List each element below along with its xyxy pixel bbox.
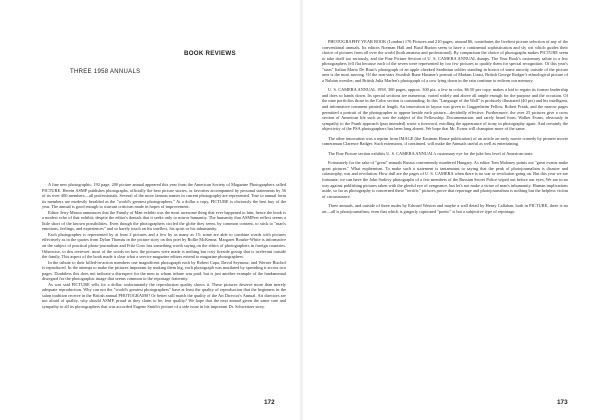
article-title: THREE 1958 ANNUALS [70, 69, 141, 75]
paragraph: The Fine Picture section exhibits U. S. CAMERA ANNUAL's customary eye for the juke box level of American taste. [328, 150, 534, 156]
paragraph: Each photographer is represented by at least 2 pictures and a few by as many as 15; some are able to combine words with pictures effectively as in the quotes from Dylan Thomas in the picture story on this poet by Rollie McKenna. Margaret Bourke-White is informative on the subject of practical photo-journalism and Fritz Goro has something worth saying on the ethics of photographers in foreign countries. Otherwise, to this reviewer, most of the words on how the pictures were made is nothing but cosy fireside gossip that is irrelevant outside the family. This aspect of the book made it clear what a service magazine editors extend to magazine photographers. [42, 231, 286, 260]
paragraph: Editor Jerry Mason announces that the Family of Man exhibit was the most awesome thing that ever happened to him, hence the book is a modest echo of that exhibit; despite the editor's denials that it seeks only to mirror humanity. The humanity that ASMPers reflect seems a little short of the known possibilities. Even though the photographers circled the globe they seem, by common consent, to stick to "man's emotions, feelings, and experiences" and so barely touch on his intellect, his spirit or his inhumanity. [42, 209, 286, 232]
left-page [0, 0, 300, 420]
paragraph: A fine new photographic, 192 page, 200 picture annual appeared this year from the American Society of Magazine Photographers called PICTURE. Herein ASMP publishes photographs, officially the best picture stories, or favorites accompanied by personal statements by 56 of its over 400 members—all professionals. Several of the more famous names in current photography are represented. True to annual form its members are modestly heralded as the "world's greatest photographers." At a dollar a copy, PICTURE is obviously the best buy of the year. The annual is good enough to warrant criticism made in hopes of improvement. [42, 182, 286, 210]
paragraph: The other innovation was a reprint from IMAGE (the Eastman House publication) of an article on early movie comedy by pioneer movie cameraman Clarence Badger. Such extensions, if continued, will make the Annuals useful as well as entertaining. [322, 135, 568, 147]
paragraph: Fortunately for the sake of "great" annuals Russia conveniently murdered Hungary. As editor Tom Maloney points out "great events make great pictures." What euphemism. To make such a statement is tantamount to saying that the peak of photojournalism is disaster and catastrophy, war and revolution. How dull are the pages of U. S. CAMERA when there is no war or revolution going on. But this year we are fortunate, we can have the John Sadovy photographs of a few members of the Russian Secret Police wiped out before our eyes. We are in no way against publishing pictures taken with the gleeful eye of vengeance, but let's not make a virtue of man's inhumanity. Human implications aside, so far as photography is concerned these "terrific" pictures prove that reportage and photojournalism is nothing but the helpless victim of circumstance. [322, 160, 568, 199]
paragraph: PHOTOGRAPHY YEAR BOOK (London) 176 Pictures and 210 pages, around $6, contributes the liveliest picture selection of any of the conventional annuals. Its editors Norman Hall and Basil Burton seem to have a continental sophistication and sly wit which guides their choice of pictures from all over the world (both amateur and professional). By comparison the choice of photographs makes PICTURE seem to take itself too seriously, and the Fine Picture Section of U. S. CAMERA ANNUAL dumpy. The Year Book's customary salute to a few photographers fell flat because each of the seven were represented by too few pictures to qualify them for special recognition. Of this year's "stars" Italian Mario De Biasi's photograph of an apple cheeked Sardinian soldier standing in horror of some atrocity outside of the picture area is the most moving. Of the non-stars Swedish Rune Hassner's portrait of Madam Lintsi, British George Rodger's ethnological picture of a Nubian wrestler, and British Julia Marlen's photograph of a cow lying down in the rain continue to enliven our memory. [322, 39, 568, 83]
page-number-left: 172 [264, 399, 275, 406]
right-page-body [322, 39, 568, 214]
paragraph: In the tribute to their killed-in-action members one magnificent photograph each by Robert Capa, David Seymour, and Werner Bischof is reproduced. In the attempt to make the pictures important by making them big, each photograph was mutilated by spreading it across two pages. Doubtless this does not indicate a disrespect for the men to whom tribute was paid, but is just another example of the fundamental disregard for the photographic image that seems common to the reportage fraternity. [42, 259, 286, 282]
paragraph: U. S. CAMERA ANNUAL 1958, 300 pages, approx. 300 pix, a few in color, $6.50 per copy, makes a bid to regain its former leadership and does so hands down. Its special sections are numerous, varied widely and above all ample enough for the purpose and the occasion. Of the nine portfolios those in the Color section is outstanding. In this "Language of the Wall" is profusely illustrated (40 pix) and his intelligent, and informative comment printed at length. An innovation in layout was given to Guggenheim Fellow, Robert Frank, and the narrow pages permitted a portrait of the photographer to appear beside each picture—decidedly effective. Furthermore, the over 25 pictures give a cross section of American life such as was the subject of the Fellowship. Documentarian, and rarely heard from, Walker Evans, obviously in sympathy to the Frank approach (pun intended) wrote a foreword, extolling the appearance of irony in photography again. And certainly the objectivity of the FSA photographers has been long absent. We hope that Mr. Evans will champion more of the same. [322, 87, 568, 132]
running-head: BOOK REVIEWS [184, 50, 236, 57]
paragraph: Three annuals, and outside of three nudes by Edward Weston and maybe a wall detail by Henry Callahan, both in PICTURE, there is no art—all is photojournalism, even that which is gingerly captioned "poetic" is but a subjective type of reportage. [322, 203, 568, 214]
page-number-right: 173 [557, 399, 568, 406]
left-page-body [42, 182, 286, 310]
paragraph: As was said PICTURE sells for a dollar; unfortunately the reproduction quality shows it. These pictures deserve more than merely adequate reproduction. Why can not the "world's greatest photographers" have at least the quality of reproduction that the beginners in the salon tradition receive in the British annual PHOTOGRAMS? Or better still match the quality of the Art Director's Annual. Art directors are not afraid of quality, why should ASMP, proud as they claim to be, fear quality? We hope that the next annual given the same care and sympathy to all its photographers that was accorded Eugene Smith's picture of a side issue in his important Dr. Schweitzer story. [42, 281, 286, 310]
